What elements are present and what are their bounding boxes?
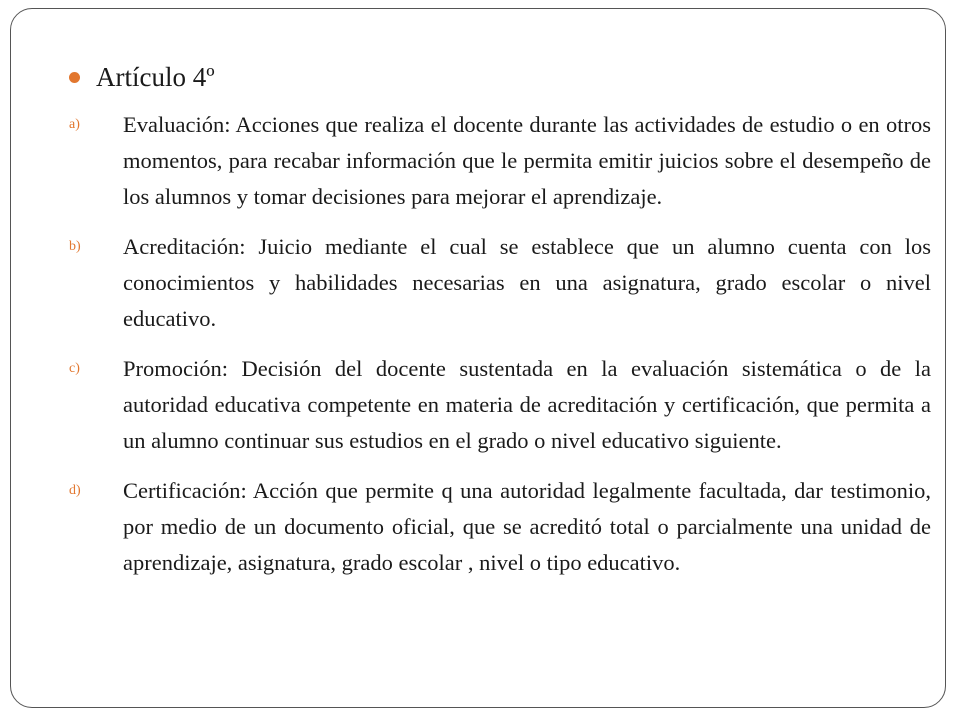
slide-heading: Artículo 4º	[96, 62, 215, 92]
item-text: Promoción: Decisión del docente sustentada en la evaluación sistemática o de la autoridad educativa competente en materia de acreditación y certificación, que permita a un alumno continuar sus estudios en el grado o nivel educativo siguiente.	[123, 356, 931, 453]
item-text: Evaluación: Acciones que realiza el docente durante las actividades de estudio o en otros momentos, para recabar información que le permita emitir juicios sobre el desempeño de los alumnos y tomar decisiones para mejorar el aprendizaje.	[123, 112, 931, 209]
slide-frame	[10, 8, 946, 708]
heading-row	[69, 57, 931, 97]
definition-item-d	[69, 473, 931, 581]
bullet-dot-icon	[69, 72, 80, 83]
slide-content	[69, 57, 931, 595]
item-marker: d)	[69, 483, 81, 498]
item-marker: c)	[69, 361, 80, 376]
item-text: Acreditación: Juicio mediante el cual se establece que un alumno cuenta con los conocimientos y habilidades necesarias en una asignatura, grado escolar o nivel educativo.	[123, 234, 931, 331]
definition-list	[69, 107, 931, 581]
definition-item-a	[69, 107, 931, 215]
item-marker: a)	[69, 117, 80, 132]
definition-item-c	[69, 351, 931, 459]
item-text: Certificación: Acción que permite q una autoridad legalmente facultada, dar testimonio, por medio de un documento oficial, que se acreditó total o parcialmente una unidad de aprendizaje, asignatura, grado escolar , nivel o tipo educativo.	[123, 478, 931, 575]
item-marker: b)	[69, 239, 81, 254]
definition-item-b	[69, 229, 931, 337]
